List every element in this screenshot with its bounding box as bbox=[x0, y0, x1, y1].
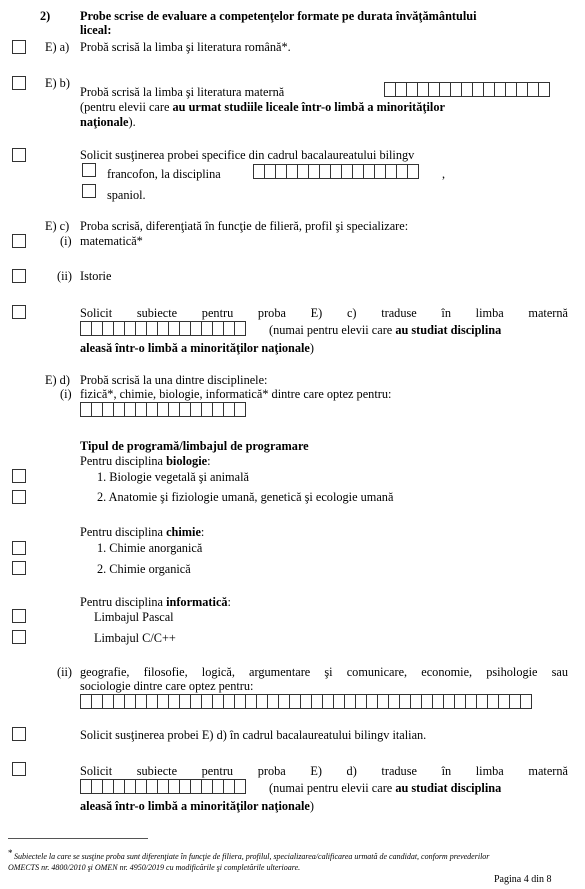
section-title-line1: Probe scrise de evaluare a competenţelor formate pe durata învăţământului bbox=[80, 9, 477, 23]
footnote-rule bbox=[8, 838, 148, 839]
checkbox-eb[interactable] bbox=[12, 76, 26, 90]
ed-code: E) d) bbox=[45, 373, 70, 387]
checkbox-info-pascal[interactable] bbox=[12, 609, 26, 623]
ec-subiecte-line1: Solicit subiecte pentru proba E) c) traduse în limba maternă bbox=[80, 306, 568, 320]
eb-line3: naţionale). bbox=[80, 115, 136, 129]
footnote-mark: * bbox=[8, 848, 13, 858]
checkbox-info-c[interactable] bbox=[12, 630, 26, 644]
ec-ii-label: (ii) bbox=[57, 269, 73, 283]
bilingv-line1: Solicit susţinerea probei specifice din cadrul bacalaureatului bilingv bbox=[80, 148, 415, 162]
ec-subiecte-language-grid[interactable] bbox=[80, 321, 245, 336]
eb-code: E) b) bbox=[45, 76, 70, 90]
ea-text: Probă scrisă la limba şi literatura română*. bbox=[80, 40, 291, 54]
section-title-line2: liceal: bbox=[80, 23, 112, 37]
ec-text: Proba scrisă, diferenţiată în funcţie de filieră, profil şi specializare: bbox=[80, 219, 409, 233]
checkbox-ed-subiecte[interactable] bbox=[12, 762, 26, 776]
ed-i-text: fizică*, chimie, biologie, informatică* dintre care optez pentru: bbox=[80, 387, 392, 401]
footnote-line2: OMECTS nr. 4800/2010 şi OMEN nr. 4950/2019 cu modificările şi completările ulterioare. bbox=[8, 863, 301, 872]
ed-subiecte-line1: Solicit subiecte pentru proba E) d) traduse în limba maternă bbox=[80, 764, 568, 778]
grid-cell[interactable] bbox=[538, 82, 550, 97]
ea-code: E) a) bbox=[45, 40, 70, 54]
info-opt2: Limbajul C/C++ bbox=[94, 631, 176, 645]
chim-heading: Pentru disciplina chimie: bbox=[80, 525, 205, 539]
italian-text: Solicit susţinerea probei E) d) în cadrul bacalaureatului bilingv italian. bbox=[80, 728, 427, 742]
checkbox-chim-opt1[interactable] bbox=[12, 541, 26, 555]
ed-ii-line2: sociologie dintre care optez pentru: bbox=[80, 679, 254, 693]
program-type-heading: Tipul de programă/limbajul de programare bbox=[80, 439, 309, 453]
ec-i-label: (i) bbox=[60, 234, 72, 248]
checkbox-francofon[interactable] bbox=[82, 163, 96, 177]
eb-line1: Probă scrisă la limba şi literatura maternă bbox=[80, 85, 285, 99]
grid-cell[interactable] bbox=[234, 321, 246, 336]
footnote-line1: Subiectele la care se susţine proba sunt diferenţiate în funcţie de filiera, profilul, specializarea/calificarea urmată de candidat, conform prevederilor bbox=[14, 852, 490, 861]
checkbox-bilingv[interactable] bbox=[12, 148, 26, 162]
ec-code: E) c) bbox=[45, 219, 70, 233]
ed-i-discipline-grid[interactable] bbox=[80, 402, 245, 417]
checkbox-chim-opt2[interactable] bbox=[12, 561, 26, 575]
grid-cell[interactable] bbox=[520, 694, 532, 709]
checkbox-bio-opt2[interactable] bbox=[12, 490, 26, 504]
ed-subiecte-line2: (numai pentru elevii care au studiat disciplina bbox=[269, 781, 502, 795]
checkbox-ea[interactable] bbox=[12, 40, 26, 54]
francofon-comma: , bbox=[442, 167, 446, 181]
bio-heading: Pentru disciplina biologie: bbox=[80, 454, 211, 468]
checkbox-spaniol[interactable] bbox=[82, 184, 96, 198]
ed-text: Probă scrisă la una dintre disciplinele: bbox=[80, 373, 268, 387]
eb-line2: (pentru elevii care au urmat studiile liceale într-o limbă a minorităţilor bbox=[80, 100, 445, 114]
ed-ii-discipline-grid[interactable] bbox=[80, 694, 531, 709]
ed-subiecte-language-grid[interactable] bbox=[80, 779, 245, 794]
eb-maternal-language-grid[interactable] bbox=[384, 82, 549, 97]
checkbox-bio-opt1[interactable] bbox=[12, 469, 26, 483]
info-opt1: Limbajul Pascal bbox=[94, 610, 174, 624]
info-heading: Pentru disciplina informatică: bbox=[80, 595, 231, 609]
page-number: Pagina 4 din 8 bbox=[494, 874, 552, 885]
ed-i-label: (i) bbox=[60, 387, 72, 401]
ed-ii-line1: geografie, filosofie, logică, argumentare şi comunicare, economie, psihologie sau bbox=[80, 665, 568, 679]
section-number: 2) bbox=[40, 9, 51, 23]
checkbox-italian[interactable] bbox=[12, 727, 26, 741]
francofon-label: francofon, la disciplina bbox=[107, 167, 221, 181]
grid-cell[interactable] bbox=[234, 779, 246, 794]
ec-i-text: matematică* bbox=[80, 234, 143, 248]
chim-opt2: 2. Chimie organică bbox=[97, 562, 191, 576]
checkbox-ec-istorie[interactable] bbox=[12, 269, 26, 283]
bio-opt1: 1. Biologie vegetală şi animală bbox=[97, 470, 249, 484]
grid-cell[interactable] bbox=[234, 402, 246, 417]
francofon-discipline-grid[interactable] bbox=[253, 164, 418, 179]
spaniol-label: spaniol. bbox=[107, 188, 146, 202]
ed-ii-label: (ii) bbox=[57, 665, 73, 679]
chim-opt1: 1. Chimie anorganică bbox=[97, 541, 203, 555]
checkbox-ec-subiecte[interactable] bbox=[12, 305, 26, 319]
checkbox-ec-matematica[interactable] bbox=[12, 234, 26, 248]
bio-opt2: 2. Anatomie şi fiziologie umană, genetică şi ecologie umană bbox=[97, 490, 394, 504]
ed-subiecte-line3: aleasă într-o limbă a minorităţilor naţionale) bbox=[80, 799, 314, 813]
grid-cell[interactable] bbox=[407, 164, 419, 179]
ec-subiecte-line3: aleasă într-o limbă a minorităţilor naţionale) bbox=[80, 341, 314, 355]
ec-subiecte-line2: (numai pentru elevii care au studiat disciplina bbox=[269, 323, 502, 337]
ec-ii-text: Istorie bbox=[80, 269, 112, 283]
